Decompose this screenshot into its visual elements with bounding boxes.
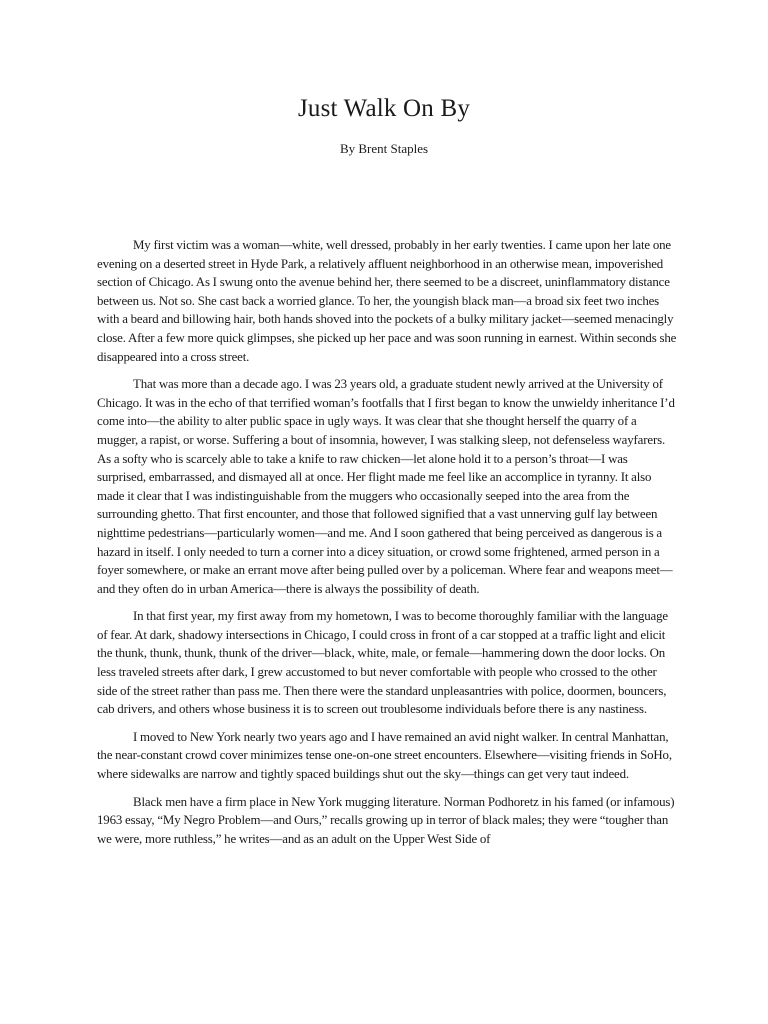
paragraph-1: My first victim was a woman—white, well dressed, probably in her early twenties. I came upon her late one evening on a deserted street in Hyde Park, a relatively affluent neighborhood in an otherwise mean, impoverished section of Chicago. As I swung onto the avenue behind her, there seemed to be a discreet, uninflammatory distance between us. Not so. She cast back a worried glance. To her, the youngish black man—a broad six feet two inches with a beard and billowing hair, both hands shoved into the pockets of a bulky military jacket—seemed menacingly close. After a few more quick glimpses, she picked up her pace and was soon running in earnest. Within seconds she disappeared into a cross street. [97,238,677,364]
paragraph-2: That was more than a decade ago. I was 23 years old, a graduate student newly arrived at the University of Chicago. It was in the echo of that terrified woman’s footfalls that I first began to know the unwieldy inheritance I’d come into—the ability to alter public space in ugly ways. It was clear that she thought herself the quarry of a mugger, a rapist, or worse. Suffering a bout of insomnia, however, I was stalking sleep, not defenseless wayfarers. As a softy who is scarcely able to take a knife to raw chicken—let alone hold it to a person’s throat—I was surprised, embarrassed, and dismayed all at once. Her flight made me feel like an accomplice in tyranny. It also made it clear that I was indistinguishable from the muggers who occasionally seeped into the area from the surrounding ghetto. That first encounter, and those that followed signified that a vast unnerving gulf lay between nighttime pedestrians—particularly women—and me. And I soon gathered that being perceived as dangerous is a hazard in itself. I only needed to turn a corner into a dicey situation, or crowd some frightened, armed person in a foyer somewhere, or make an errant move after being pulled over by a policeman. Where fear and weapons meet—and they often do in urban America—there is always the possibility of death. [97,377,675,596]
paragraph-5: Black men have a firm place in New York mugging literature. Norman Podhoretz in his famed (or infamous) 1963 essay, “My Negro Problem—and Ours,” recalls growing up in terror of black males; they were “tougher than we were, more ruthless,” he writes—and as an adult on the Upper West Side of [97,794,675,846]
paragraph-3: In that first year, my first away from my hometown, I was to become thoroughly familiar with the language of fear. At dark, shadowy intersections in Chicago, I could cross in front of a car stopped at a traffic light and elicit the thunk, thunk, thunk, thunk of the driver—black, white, male, or female—hammering down the door locks. On less traveled streets after dark, I grew accustomed to but never comfortable with people who crossed to the other side of the street rather than pass me. Then there were the standard unpleasantries with police, doormen, bouncers, cab drivers, and others whose business it is to screen out troublesome individuals before there is any nastiness. [97,609,668,717]
author-byline: By Brent Staples [339,141,429,156]
document-title: Just Walk On By [297,95,471,122]
essay-body [97,236,679,857]
paragraph-4: I moved to New York nearly two years ago and I have remained an avid night walker. In central Manhattan, the near-constant crowd cover minimizes tense one-on-one street encounters. Elsewhere—visiting friends in SoHo, where sidewalks are narrow and tightly spaced buildings shut out the sky—things can get very taut indeed. [97,729,672,782]
